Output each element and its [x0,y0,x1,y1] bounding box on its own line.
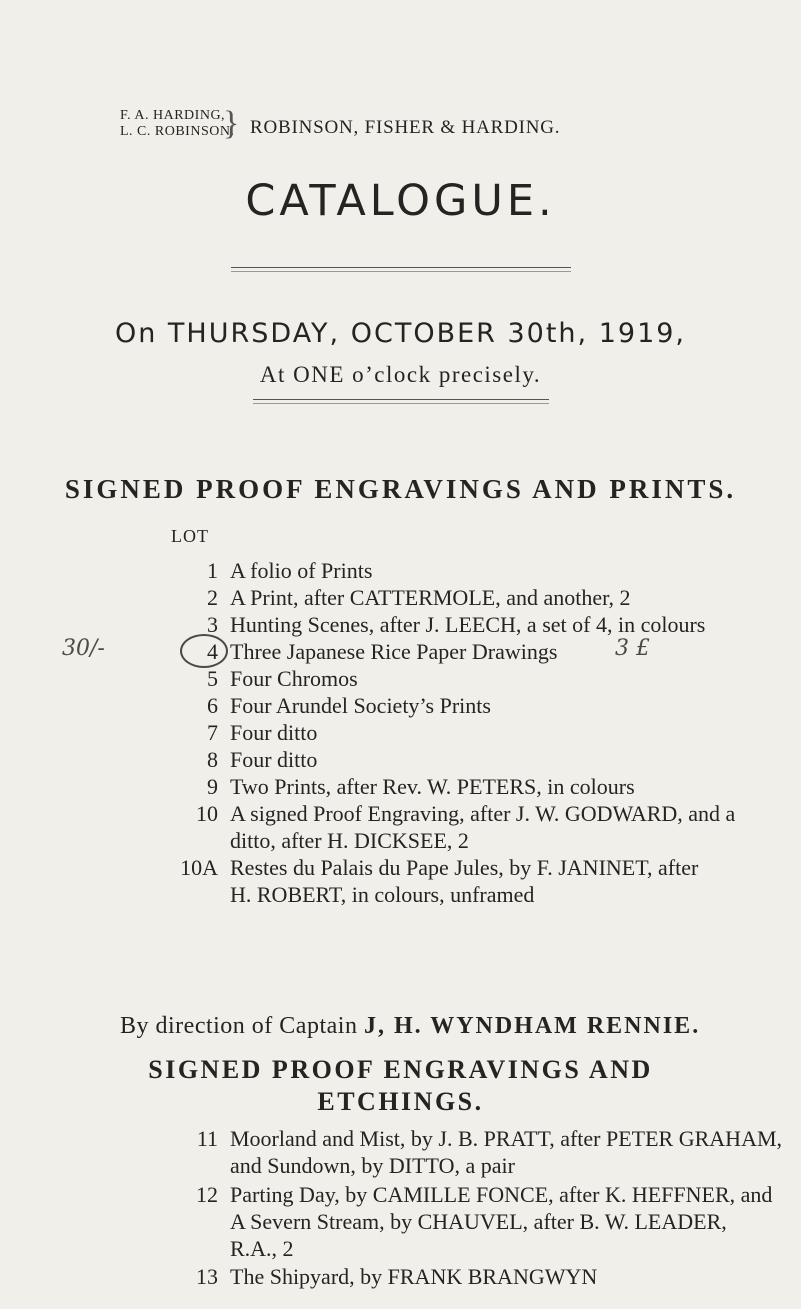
lot-number: 11 [196,1126,218,1151]
lot-description-continued: A Severn Stream, by CHAUVEL, after B. W. LEADER, [230,1209,727,1234]
direction-name: J, H. WYNDHAM RENNIE. [363,1013,701,1039]
lot-description: A Print, after CATTERMOLE, and another, 2 [230,585,631,610]
divider [231,267,571,268]
lot-number: 9 [207,774,218,799]
brace-glyph: } [223,105,240,142]
lot-description-continued: ditto, after H. DICKSEE, 2 [230,828,469,853]
lot-description: Restes du Palais du Pape Jules, by F. JANINET, after [230,855,699,880]
handwritten-mark: 3 £ [615,636,650,661]
handwritten-price: 30/- [62,636,105,661]
lot-description: Hunting Scenes, after J. LEECH, a set of 4, in colours [230,612,706,637]
sale-time: At ONE o’clock precisely. [259,362,542,387]
catalogue-title: CATALOGUE. [245,176,556,226]
section-heading: SIGNED PROOF ENGRAVINGS AND PRINTS. [64,474,737,504]
section-heading: SIGNED PROOF ENGRAVINGS AND [148,1055,653,1084]
lot-description: Three Japanese Rice Paper Drawings [230,639,558,664]
lot-description: Four Arundel Society’s Prints [230,693,491,718]
lot-description: The Shipyard, by FRANK BRANGWYN [230,1264,598,1289]
lot-number: 7 [207,720,218,745]
lot-description: A folio of Prints [230,558,373,583]
divider [253,403,549,404]
lot-number: 12 [196,1182,218,1207]
lot-description-continued: and Sundown, by DITTO, a pair [230,1153,515,1178]
lot-description: Four Chromos [230,666,358,691]
lot-description: Four ditto [230,720,318,745]
section-heading: ETCHINGS. [317,1087,484,1116]
handwritten-circle [180,634,228,668]
lot-column-label: LOT [171,526,209,546]
partner-names [120,108,234,140]
lot-number: 4 [207,639,218,664]
partner-name: L. C. ROBINSON. [120,124,235,139]
lot-number: 5 [207,666,218,691]
lot-number: 10 [196,801,218,826]
lot-number: 8 [207,747,218,772]
lot-description: Two Prints, after Rev. W. PETERS, in colours [230,774,635,799]
divider [231,271,571,272]
sale-date: On THURSDAY, OCTOBER 30th, 1919, [114,318,687,349]
lot-description: Four ditto [230,747,318,772]
direction-line [120,1013,700,1040]
firm-name: ROBINSON, FISHER & HARDING. [250,117,561,138]
lot-description: A signed Proof Engraving, after J. W. GODWARD, and a [230,801,736,826]
lot-number: 13 [196,1264,218,1289]
partner-name: F. A. HARDING, [120,108,226,123]
direction-prefix: By direction of Captain [120,1013,358,1039]
lot-description-continued: H. ROBERT, in colours, unframed [230,882,535,907]
lot-number: 1 [207,558,218,583]
lot-number: 2 [207,585,218,610]
lot-number: 6 [207,693,218,718]
lot-description: Moorland and Mist, by J. B. PRATT, after PETER GRAHAM, [230,1126,783,1151]
lot-number: 3 [207,612,218,637]
lot-number: 10A [180,855,218,880]
lot-description-continued: R.A., 2 [230,1236,294,1261]
divider [253,399,549,400]
lot-description: Parting Day, by CAMILLE FONCE, after K. HEFFNER, and [230,1182,773,1207]
